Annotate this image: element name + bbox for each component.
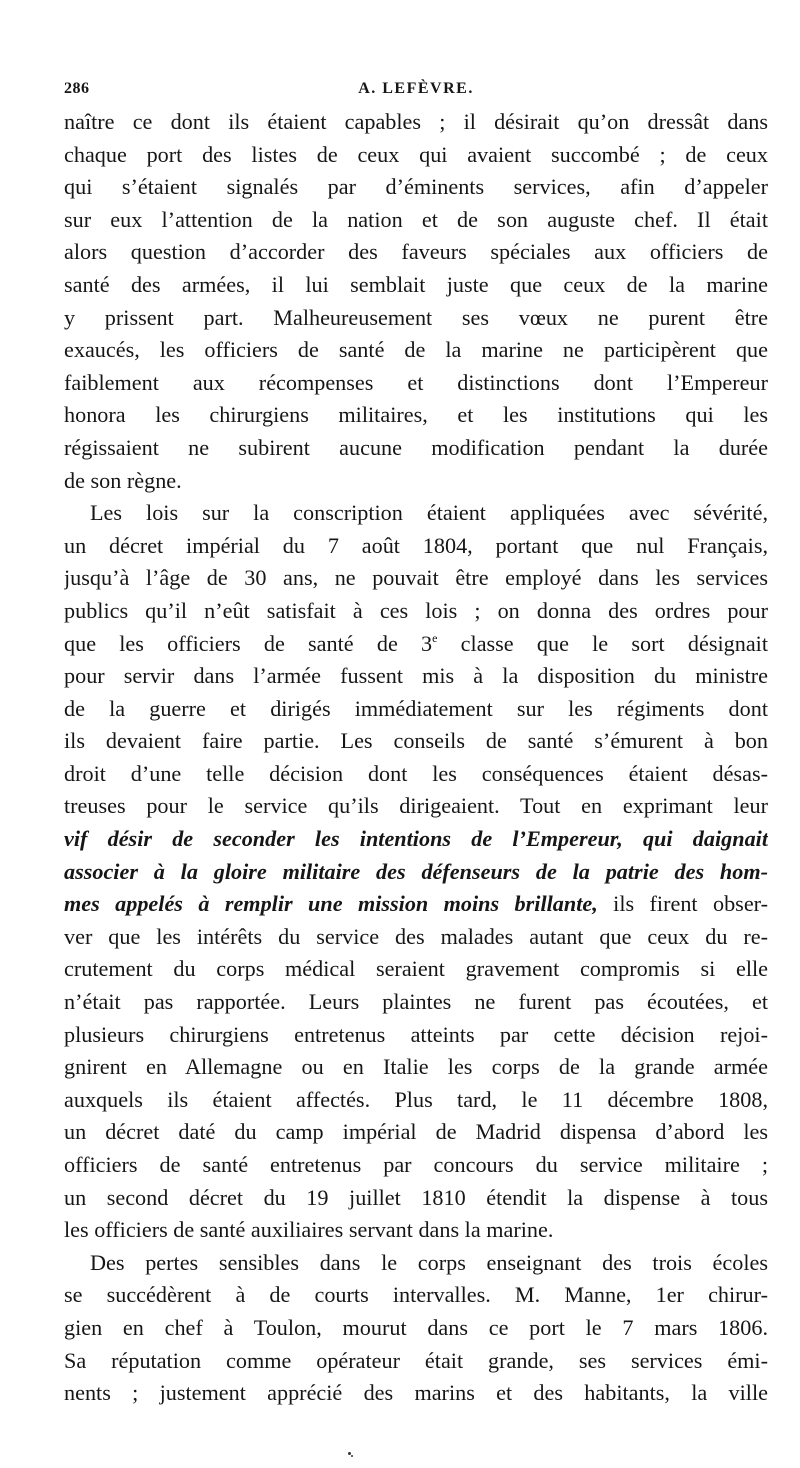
text-line	[64, 823, 768, 856]
text-segment: que les officiers de santé de 3	[64, 630, 433, 656]
text-line: sur eux l’attention de la nation et de son auguste chef. Il était	[64, 206, 768, 232]
text-line: jusqu’à l’âge de 30 ans, ne pouvait être employé dans les services	[64, 565, 768, 591]
body-text	[64, 106, 768, 1410]
text-line: qui s’étaient signalés par d’éminents services, afin d’appeler	[64, 174, 768, 200]
text-line: Sa réputation comme opérateur était grande, ses services émi-	[64, 1347, 768, 1373]
text-line: de la guerre et dirigés immédiatement sur les régiments dont	[64, 695, 768, 721]
text-line: régissaient ne subirent aucune modification pendant la durée	[64, 434, 768, 460]
text-line: Des pertes sensibles dans le corps enseignant des trois écoles	[90, 1249, 768, 1275]
italic-segment: associer à la gloire militaire des défenseurs de la patrie des hom-	[64, 858, 768, 884]
text-segment: ils firent obser-	[597, 891, 768, 917]
text-line	[64, 888, 768, 921]
text-line: ver que les intérêts du service des malades autant que ceux du re-	[64, 923, 768, 949]
text-line: plusieurs chirurgiens entretenus atteints par cette décision rejoi-	[64, 1021, 768, 1047]
text-line	[64, 628, 768, 661]
text-line: alors question d’accorder des faveurs spéciales aux officiers de	[64, 239, 768, 265]
text-line: les officiers de santé auxiliaires servant dans la marine.	[64, 1217, 554, 1243]
text-line: auxquels ils étaient affectés. Plus tard, le 11 décembre 1808,	[64, 1086, 768, 1112]
italic-segment: vif désir de seconder les intentions de l’Empereur, qui daignait	[64, 826, 768, 852]
italic-segment: mes appelés à remplir une mission moins brillante,	[64, 891, 598, 917]
text-line	[64, 856, 768, 889]
page-number: 286	[64, 80, 90, 97]
text-line: exaucés, les officiers de santé de la marine ne participèrent que	[64, 337, 768, 363]
text-line: publics qu’il n’eût satisfait à ces lois ; on donna des ordres pour	[64, 597, 768, 623]
text-segment: classe que le sort désignait	[437, 630, 768, 656]
text-line: se succédèrent à de courts intervalles. M. Manne, 1er chirur-	[64, 1282, 768, 1308]
text-line: gien en chef à Toulon, mourut dans ce port le 7 mars 1806.	[64, 1314, 768, 1340]
text-line: santé des armées, il lui semblait juste que ceux de la marine	[64, 271, 768, 297]
text-line: gnirent en Allemagne ou en Italie les corps de la grande armée	[64, 1054, 768, 1080]
text-line: Les lois sur la conscription étaient appliquées avec sévérité,	[90, 500, 768, 526]
text-line: droit d’une telle décision dont les conséquences étaient désas-	[64, 760, 768, 786]
superscript: e	[432, 630, 438, 645]
text-line: faiblement aux récompenses et distinctions dont l’Empereur	[64, 369, 768, 395]
print-specks	[348, 1452, 354, 1458]
text-line: naître ce dont ils étaient capables ; il désirait qu’on dressât dans	[64, 109, 768, 134]
text-line: un décret impérial du 7 août 1804, portant que nul Français,	[64, 532, 768, 558]
text-line: n’était pas rapportée. Leurs plaintes ne furent pas écoutées, et	[64, 989, 768, 1015]
text-line: de son règne.	[64, 467, 182, 493]
text-line: pour servir dans l’armée fussent mis à la disposition du ministre	[64, 663, 768, 689]
text-line: nents ; justement apprécié des marins et des habitants, la ville	[64, 1380, 768, 1406]
text-line: treuses pour le service qu’ils dirigeaient. Tout en exprimant leur	[64, 793, 768, 819]
text-line: un décret daté du camp impérial de Madrid dispensa d’abord les	[64, 1119, 768, 1145]
running-head	[64, 74, 768, 104]
running-title: A. LEFÈVRE.	[358, 80, 474, 97]
text-line: chaque port des listes de ceux qui avaient succombé ; de ceux	[64, 141, 768, 167]
text-line: y prissent part. Malheureusement ses vœux ne purent être	[64, 304, 768, 330]
text-line: honora les chirurgiens militaires, et les institutions qui les	[64, 402, 768, 428]
book-page	[64, 74, 768, 1410]
text-line: ils devaient faire partie. Les conseils de santé s’émurent à bon	[64, 728, 768, 754]
text-line: officiers de santé entretenus par concours du service militaire ;	[64, 1152, 768, 1177]
text-line: un second décret du 19 juillet 1810 étendit la dispense à tous	[64, 1184, 768, 1210]
text-line: crutement du corps médical seraient gravement compromis si elle	[64, 956, 768, 982]
ink-speck	[351, 1455, 353, 1457]
